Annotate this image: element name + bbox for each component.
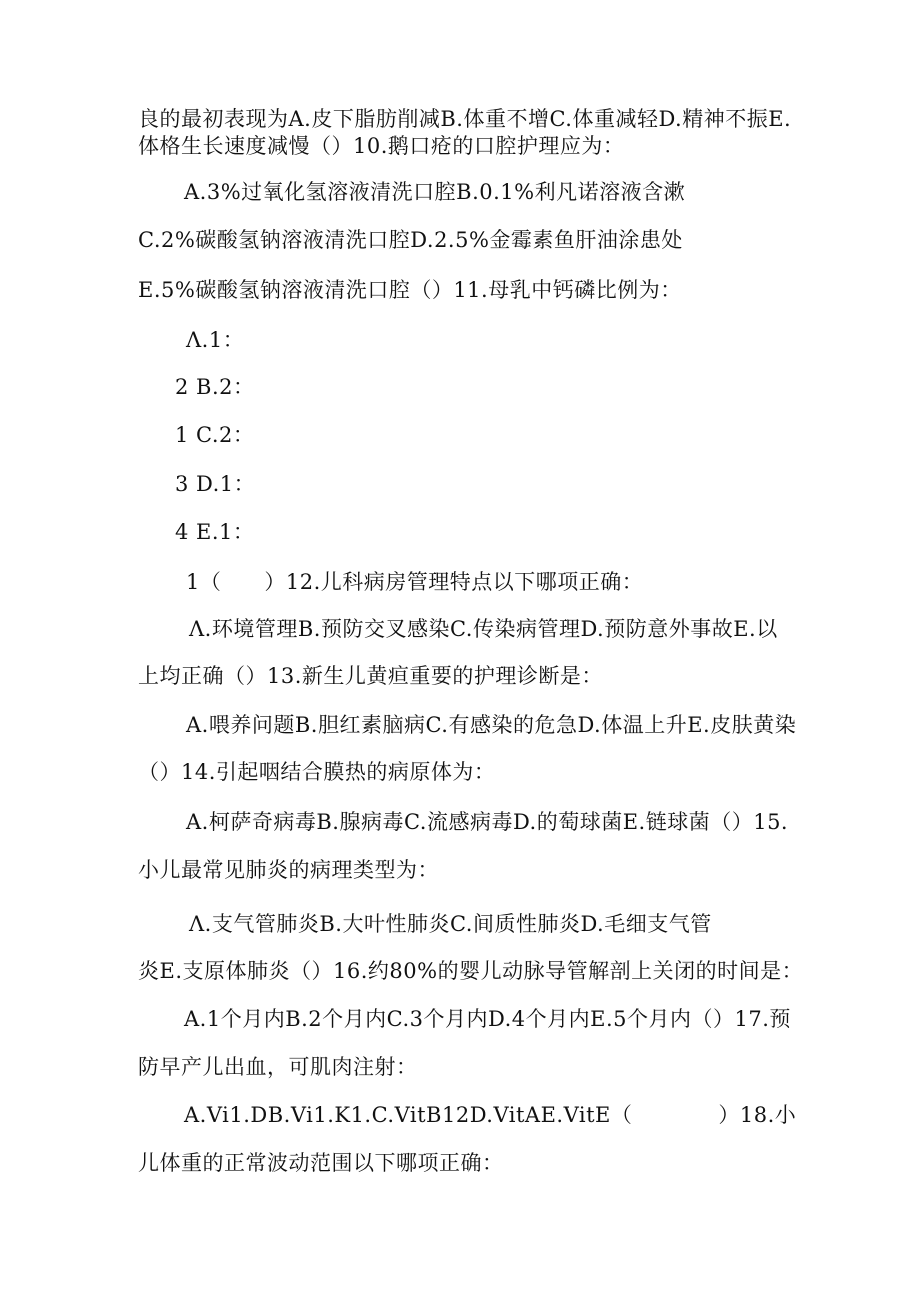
text-line: 儿体重的正常波动范围以下哪项正确： [138, 1151, 504, 1175]
text-line: Λ.支气管肺炎B.大叶性肺炎C.间质性肺炎D.毛细支气管 [189, 912, 712, 936]
text-line: 1 C.2： [175, 423, 255, 447]
text-line: 1（ ）12.儿科病房管理特点以下哪项正确： [186, 570, 644, 594]
text-line: （）14.引起咽结合膜热的病原体为： [138, 760, 496, 784]
text-line: 4 E.1： [175, 520, 255, 544]
text-line: 上均正确（）13.新生儿黄疸重要的护理诊断是： [138, 664, 603, 688]
text-line: 2 B.2： [175, 375, 255, 399]
text-line: A.柯萨奇病毒B.腺病毒C.流感病毒D.的萄球菌E.链球菌（）15. [186, 810, 789, 834]
text-line: A.1个月内B.2个月内C.3个月内D.4个月内E.5个月内（）17.预 [184, 1007, 791, 1031]
text-line: 良的最初表现为A.皮下脂肪削减B.体重不增C.体重减轻D.精神不振E. [138, 107, 792, 131]
text-line: 体格生长速度减慢（）10.鹅口疮的口腔护理应为： [138, 134, 625, 158]
text-line: 防早产儿出血，可肌肉注射： [138, 1055, 418, 1079]
text-line: A.喂养问题B.胆红素脑病C.有感染的危急D.体温上升E.皮肤黄染 [186, 713, 797, 737]
text-line: A.3%过氧化氢溶液清洗口腔B.0.1%利凡诺溶液含漱 [184, 180, 686, 204]
text-line: C.2%碳酸氢钠溶液清洗口腔D.2.5%金霉素鱼肝油涂患处 [138, 228, 683, 252]
text-line: 小儿最常见肺炎的病理类型为： [138, 858, 439, 882]
text-line: Λ.1： [186, 328, 245, 352]
text-line: A.Vi1.DB.Vi1.K1.C.VitB12D.VitAE.VitE（ ）18.小 [184, 1103, 797, 1127]
text-line: E.5%碳酸氢钠溶液清洗口腔（）11.母乳中钙磷比例为： [138, 278, 682, 302]
text-line: 炎E.支原体肺炎（）16.约80%的婴儿动脉导管解剖上关闭的时间是： [138, 959, 804, 983]
text-line: Λ.环境管理B.预防交叉感染C.传染病管理D.预防意外事故E.以 [189, 617, 778, 641]
text-line: 3 D.1： [175, 472, 256, 496]
